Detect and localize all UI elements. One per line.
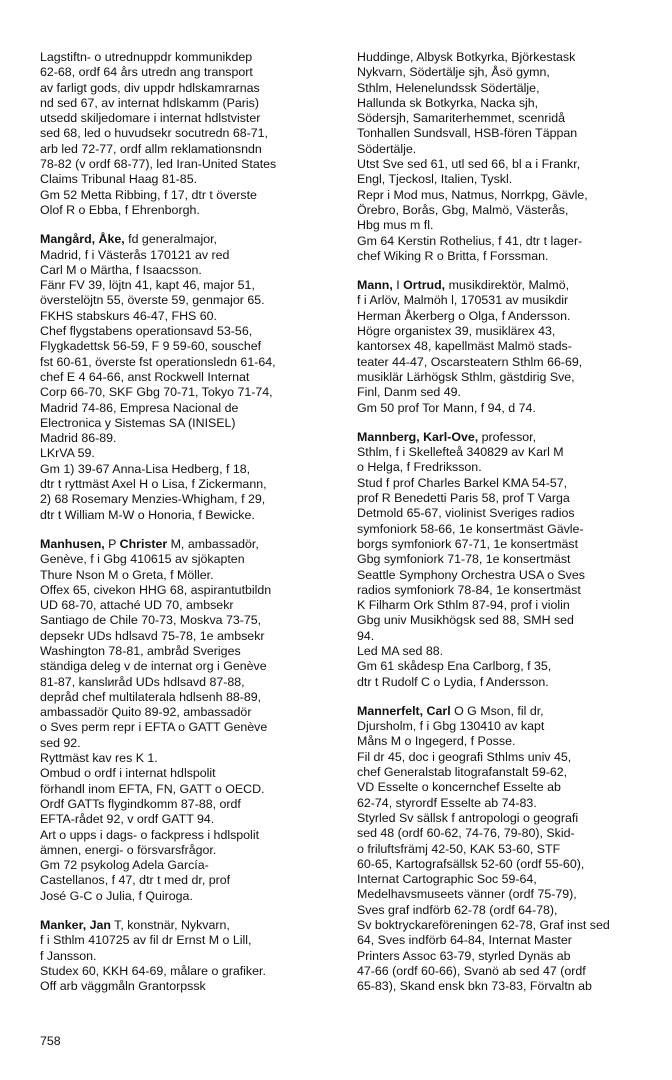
entry-text-line: Tonhallen Sundsvall, HSB-fören Täppan bbox=[357, 126, 578, 141]
entry-text-line: chef Generalstab litografanstalt 59-62, bbox=[357, 765, 568, 780]
entry-text-line: Utst Sve sed 61, utl sed 66, bl a i Frankr, bbox=[357, 157, 581, 172]
entry-text-line: Carl M o Märtha, f Isaacsson. bbox=[40, 262, 202, 277]
entry-text-line: 62-68, ordf 64 års utredn ang transport bbox=[40, 65, 253, 80]
entry-text-line: Gm 52 Metta Ribbing, f 17, dtr t överste bbox=[40, 187, 257, 202]
entry-text-line: teater 44-47, Oscarsteatern Sthlm 66-69, bbox=[357, 354, 583, 369]
entry-text-line: av farligt gods, div uppdr hdlskamrarnas bbox=[40, 80, 260, 95]
entry-text-line: Art o upps i dags- o fackpress i hdlspolit bbox=[40, 827, 260, 842]
entry-text-line: ständiga deleg v de internat org i Genève bbox=[40, 659, 267, 674]
entry-text-line: EFTA-rådet 92, v ordf GATT 94. bbox=[40, 812, 215, 827]
entry-text-line: Corp 66-70, SKF Gbg 70-71, Tokyo 71-74, bbox=[40, 385, 273, 400]
entry-title-text: fd generalmajor, bbox=[124, 232, 217, 247]
entry-text-line: borgs symfoniork 67-71, 1e konsertmäst bbox=[357, 536, 579, 551]
entry-text-line: Flygkadettsk 56-59, F 9 59-60, souschef bbox=[40, 339, 262, 354]
entry-text-line: prof R Benedetti Paris 58, prof T Varga bbox=[357, 491, 570, 506]
entry-text-line: symfoniork 58-66, 1e konsertmäst Gävle- bbox=[357, 521, 584, 536]
entry-text-line: 2) 68 Rosemary Menzies-Whigham, f 29, bbox=[40, 492, 266, 507]
entry-text-line: Olof R o Ebba, f Ehrenborgh. bbox=[40, 202, 200, 217]
entry-text-line: Detmold 65-67, violinist Sveriges radios bbox=[357, 506, 575, 521]
entry-text-line: o Helga, f Fredriksson. bbox=[357, 460, 482, 475]
entry-text-line: Off arb väggmåln Grantorpssk bbox=[40, 979, 206, 994]
entry-text-line: ämnen, energi- o försvarsfrågor. bbox=[40, 842, 217, 857]
entry-text-line: LKrVA 59. bbox=[40, 446, 95, 461]
entry-text-line: dtr t Rudolf C o Lydia, f Andersson. bbox=[357, 674, 549, 689]
entry-text-line: Genève, f i Gbg 410615 av sjökapten bbox=[40, 552, 245, 567]
entry-text-line: Hallunda sk Botkyrka, Nacka sjh, bbox=[357, 95, 539, 110]
entry-text-line: Södertälje. bbox=[357, 141, 417, 156]
entry-text-line: 94. bbox=[357, 628, 375, 643]
entry-text-line: Styrled Sv sällsk f antropologi o geografi bbox=[357, 810, 579, 825]
entry-text-line: Thure Nson M o Greta, f Möller. bbox=[40, 567, 214, 582]
entry-text-line: Fil dr 45, doc i geografi Sthlms univ 45, bbox=[357, 749, 572, 764]
entry-text-line: Gm 72 psykolog Adela García- bbox=[40, 858, 209, 873]
entry-text-line: Finl, Danm sed 49. bbox=[357, 385, 461, 400]
entry-text-line: Stud f prof Charles Barkel KMA 54-57, bbox=[357, 475, 568, 490]
entry-text-line: sed 68, led o huvudsekr socutredn 68-71, bbox=[40, 126, 268, 141]
entry-text-line: 78-82 (v ordf 68-77), led Iran-United States bbox=[40, 157, 277, 172]
entry-text-line: Chef flygstabens operationsavd 53-56, bbox=[40, 324, 253, 339]
entry-text-line: överstelöjtn 55, överste 59, genmajor 65. bbox=[40, 293, 265, 308]
entry-name: Manker, Jan bbox=[40, 918, 111, 933]
entry-text-line: Sthlm, f i Skellefteå 340829 av Karl M bbox=[357, 445, 564, 460]
entry-text-line: f Jansson. bbox=[40, 948, 97, 963]
entry-name: Ortrud, bbox=[403, 278, 446, 293]
entry-text-line: 62-74, styrordf Esselte ab 74-83. bbox=[357, 795, 537, 810]
entry-text-line: Madrid 86-89. bbox=[40, 431, 117, 446]
entry-title-text: O G Mson, fil dr, bbox=[450, 703, 544, 718]
entry-text-line: ambassadör Quito 89-92, ambassadör bbox=[40, 705, 252, 720]
entry-text-line: radios symfoniork 78-84, 1e konsertmäst bbox=[357, 582, 581, 597]
entry-first-line bbox=[357, 430, 642, 445]
entry-text-line: arb led 72-77, ordf allm reklamationsndn bbox=[40, 141, 262, 156]
entry-first-line bbox=[40, 537, 325, 552]
entry-text-line: Gm 64 Kerstin Rothelius, f 41, dtr t lager- bbox=[357, 233, 583, 248]
entry-text-line: förhandl inom EFTA, FN, GATT o OECD. bbox=[40, 781, 265, 796]
entry-text-line: Ryttmäst kav res K 1. bbox=[40, 751, 158, 766]
entry-text-line: Sves graf indförb 62-78 (ordf 64-78), bbox=[357, 902, 558, 917]
entry-title-text: M, ambassadör, bbox=[167, 536, 259, 551]
entry-text-line: Repr i Mod mus, Natmus, Norrkpg, Gävle, bbox=[357, 187, 588, 202]
biography-entry bbox=[357, 430, 642, 690]
entry-text-line: Printers Assoc 63-79, styrled Dynäs ab bbox=[357, 948, 571, 963]
entry-name: Mann, bbox=[357, 278, 393, 293]
entry-text-line: Internat Cartographic Soc 59-64, bbox=[357, 872, 537, 887]
entry-name: Mannberg, Karl-Ove, bbox=[357, 429, 479, 444]
entry-text-line: 65-83), Skand ensk bkn 73-83, Förvaltn ab bbox=[357, 979, 592, 994]
entry-text-line: kantorsex 48, kapellmäst Malmö stads- bbox=[357, 339, 572, 354]
entry-text-line: 47-66 (ordf 60-66), Svanö ab sed 47 (ordf bbox=[357, 963, 586, 978]
entry-name: Mannerfelt, Carl bbox=[357, 703, 451, 718]
entry-first-line bbox=[40, 918, 325, 933]
entry-text-line: Claims Tribunal Haag 81-85. bbox=[40, 172, 198, 187]
entry-text-line: sed 48 (ordf 60-62, 74-76, 79-80), Skid- bbox=[357, 826, 575, 841]
biography-entry bbox=[357, 50, 642, 264]
entry-text-line: José G-C o Julia, f Quiroga. bbox=[40, 888, 193, 903]
entry-text-line: fst 60-61, överste fst operationsledn 61-64, bbox=[40, 354, 276, 369]
entry-text-line: 64, Sves indförb 64-84, Internat Master bbox=[357, 933, 572, 948]
biography-entry bbox=[357, 704, 642, 995]
entry-text-line: Ombud o ordf i internat hdlspolit bbox=[40, 766, 216, 781]
entry-text-line: f i Arlöv, Malmöh l, 170531 av musikdir bbox=[357, 293, 569, 308]
entry-text-line: Madrid 74-86, Empresa Nacional de bbox=[40, 400, 239, 415]
entry-text-line: dtr t ryttmäst Axel H o Lisa, f Zickermann, bbox=[40, 477, 267, 492]
entry-text-line: 81-87, kanslиråd UDs hdlsavd 87-88, bbox=[40, 674, 245, 689]
entry-text-line: Gbg univ Musikhögsk sed 88, SMH sed bbox=[357, 613, 574, 628]
entry-text-line: Santiago de Chile 70-73, Moskva 73-75, bbox=[40, 613, 262, 628]
entry-text-line: o friluftsfrämj 42-50, KAK 53-60, STF bbox=[357, 841, 561, 856]
entry-first-line bbox=[357, 278, 642, 293]
entry-text-line: VD Esselte o koncernchef Esselte ab bbox=[357, 780, 561, 795]
entry-text-line: Studex 60, KKH 64-69, målare o grafiker. bbox=[40, 963, 266, 978]
entry-name: Christer bbox=[119, 536, 168, 551]
entry-text-line: Huddinge, Albysk Botkyrka, Björkestask bbox=[357, 50, 576, 64]
entry-text-line: Hbg mus m fl. bbox=[357, 218, 434, 233]
left-column bbox=[40, 50, 325, 1009]
biography-entry bbox=[40, 918, 325, 994]
biography-entry bbox=[40, 232, 325, 523]
entry-text-line: depsekr UDs hdlsavd 75-78, 1e ambsekr bbox=[40, 628, 265, 643]
entry-name: Manhusen, bbox=[40, 536, 105, 551]
entry-text-line: utsedd skiljedomare i internat hdlstvister bbox=[40, 111, 261, 126]
entry-text-line: Led MA sed 88. bbox=[357, 643, 444, 658]
entry-text-line: sed 92. bbox=[40, 735, 81, 750]
entry-text-line: Castellanos, f 47, dtr t med dr, prof bbox=[40, 873, 231, 888]
entry-text-line: Djursholm, f i Gbg 130410 av kapt bbox=[357, 719, 545, 734]
entry-text-line: chef Wiking R o Britta, f Forssman. bbox=[357, 248, 549, 263]
entry-text-line: UD 68-70, attaché UD 70, ambsekr bbox=[40, 598, 234, 613]
entry-name-part: I bbox=[392, 278, 404, 293]
entry-text-line: nd sed 67, av internat hdlskamm (Paris) bbox=[40, 95, 259, 110]
entry-text-line: Gm 50 prof Tor Mann, f 94, d 74. bbox=[357, 400, 536, 415]
entry-text-line: Högre organistex 39, musiklärex 43, bbox=[357, 324, 556, 339]
entry-text-line: Gm 1) 39-67 Anna-Lisa Hedberg, f 18, bbox=[40, 461, 251, 476]
entry-text-line: FKHS stabskurs 46-47, FHS 60. bbox=[40, 308, 217, 323]
entry-text-line: Seattle Symphony Orchestra USA o Sves bbox=[357, 567, 585, 582]
entry-text-line: 60-65, Kartografsällsk 52-60 (ordf 55-60), bbox=[357, 856, 585, 871]
entry-name: Mangård, Åke, bbox=[40, 232, 125, 247]
right-column bbox=[357, 50, 642, 1009]
entry-text-line: Ordf GATTs flygindkomm 87-88, ordf bbox=[40, 796, 241, 811]
entry-text-line: Fänr FV 39, löjtn 41, kapt 46, major 51, bbox=[40, 278, 255, 293]
entry-text-line: K Filharm Ork Sthlm 87-94, prof i violin bbox=[357, 598, 570, 613]
entry-text-line: Washington 78-81, ambråd Sveriges bbox=[40, 643, 241, 658]
entry-text-line: Gm 61 skådesp Ena Carlborg, f 35, bbox=[357, 659, 552, 674]
biography-entry bbox=[357, 278, 642, 416]
entry-first-line bbox=[357, 704, 642, 719]
entry-text-line: dtr t William M-W o Honoria, f Bewicke. bbox=[40, 507, 255, 522]
entry-text-line: Södersjh, Samariterhemmet, scenridå bbox=[357, 111, 565, 126]
entry-text-line: Medelhavsmuseets vänner (ordf 75-79), bbox=[357, 887, 577, 902]
entry-title-text: professor, bbox=[478, 429, 537, 444]
entry-text-line: Offex 65, civekon HHG 68, aspirantutbildn bbox=[40, 582, 272, 597]
entry-text-line: Sthlm, Helenelundssk Södertälje, bbox=[357, 80, 540, 95]
entry-text-line: Nykvarn, Södertälje sjh, Åsö gymn, bbox=[357, 65, 550, 80]
entry-title-text: musikdirektör, Malmö, bbox=[445, 278, 570, 293]
entry-text-line: depråd chef multilaterala hdlsenh 88-89, bbox=[40, 689, 262, 704]
entry-text-line: Lagstiftn- o utrednuppdr kommunikdep bbox=[40, 50, 253, 64]
entry-text-line: Måns M o Ingegerd, f Posse. bbox=[357, 734, 516, 749]
page-number: 758 bbox=[40, 1034, 61, 1048]
entry-text-line: Engl, Tjeckosl, Italien, Tyskl. bbox=[357, 172, 513, 187]
entry-text-line: Gbg symfoniork 71-78, 1e konsertmäst bbox=[357, 552, 571, 567]
entry-text-line: chef E 4 64-66, anst Rockwell Internat bbox=[40, 369, 250, 384]
entry-first-line bbox=[40, 232, 325, 247]
entry-text-line: musiklär Lärhögsk Sthlm, gästdirig Sve, bbox=[357, 369, 575, 384]
entry-name-part: P bbox=[104, 536, 120, 551]
entry-text-line: Madrid, f i Västerås 170121 av red bbox=[40, 247, 230, 262]
entry-text-line: Örebro, Borås, Gbg, Malmö, Västerås, bbox=[357, 202, 569, 217]
biography-entry bbox=[40, 537, 325, 904]
entry-title-text: T, konstnär, Nykvarn, bbox=[110, 918, 230, 933]
entry-text-line: f i Sthlm 410725 av fil dr Ernst M o Lill, bbox=[40, 933, 252, 948]
entry-text-line: Electronica y Sistemas SA (INISEL) bbox=[40, 415, 236, 430]
biography-entry bbox=[40, 50, 325, 218]
entry-text-line: o Sves perm repr i EFTA o GATT Genève bbox=[40, 720, 268, 735]
entry-text-line: Herman Åkerberg o Olga, f Andersson. bbox=[357, 308, 571, 323]
entry-text-line: Sv boktryckareföreningen 62-78, Graf inst sed bbox=[357, 918, 610, 933]
